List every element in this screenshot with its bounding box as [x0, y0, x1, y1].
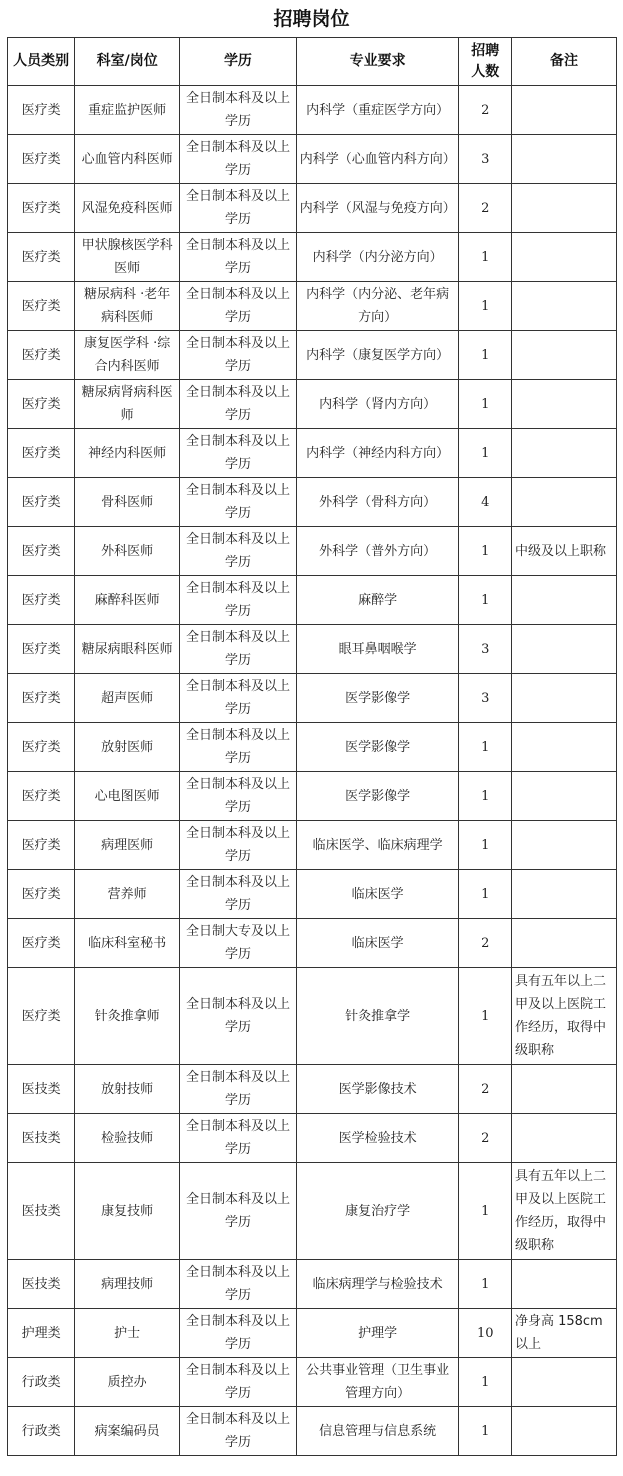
cell-education: 全日制本科及以上学历	[180, 1358, 297, 1407]
cell-count: 2	[459, 1114, 511, 1163]
cell-education: 全日制本科及以上学历	[180, 380, 297, 429]
cell-position: 放射技师	[75, 1065, 180, 1114]
table-row	[8, 478, 617, 527]
table-row	[8, 1065, 617, 1114]
cell-major: 临床医学	[296, 919, 459, 968]
cell-count: 2	[459, 919, 511, 968]
cell-category: 护理类	[8, 1309, 75, 1358]
cell-position: 骨科医师	[75, 478, 180, 527]
cell-note	[511, 233, 616, 282]
cell-note	[511, 86, 616, 135]
cell-count: 1	[459, 233, 511, 282]
table-row	[8, 135, 617, 184]
cell-category: 医技类	[8, 1260, 75, 1309]
cell-position: 营养师	[75, 870, 180, 919]
cell-note	[511, 723, 616, 772]
cell-education: 全日制本科及以上学历	[180, 870, 297, 919]
cell-major: 外科学（骨科方向）	[296, 478, 459, 527]
table-row	[8, 1163, 617, 1260]
cell-position: 麻醉科医师	[75, 576, 180, 625]
cell-position: 外科医师	[75, 527, 180, 576]
header-note: 备注	[511, 38, 616, 86]
cell-note	[511, 625, 616, 674]
cell-count: 1	[459, 282, 511, 331]
cell-category: 医疗类	[8, 968, 75, 1065]
table-row	[8, 380, 617, 429]
cell-note	[511, 184, 616, 233]
cell-education: 全日制本科及以上学历	[180, 723, 297, 772]
cell-category: 医疗类	[8, 674, 75, 723]
header-major: 专业要求	[296, 38, 459, 86]
cell-education: 全日制本科及以上学历	[180, 821, 297, 870]
cell-position: 康复技师	[75, 1163, 180, 1260]
cell-education: 全日制本科及以上学历	[180, 674, 297, 723]
table-row	[8, 331, 617, 380]
table-row	[8, 1114, 617, 1163]
table-row	[8, 723, 617, 772]
cell-education: 全日制大专及以上学历	[180, 919, 297, 968]
cell-major: 医学影像学	[296, 674, 459, 723]
cell-position: 临床科室秘书	[75, 919, 180, 968]
cell-major: 临床医学	[296, 870, 459, 919]
cell-category: 医疗类	[8, 576, 75, 625]
cell-education: 全日制本科及以上学历	[180, 1260, 297, 1309]
cell-category: 医疗类	[8, 184, 75, 233]
cell-category: 行政类	[8, 1358, 75, 1407]
cell-major: 内科学（心血管内科方向）	[296, 135, 459, 184]
cell-position: 心电图医师	[75, 772, 180, 821]
cell-count: 2	[459, 184, 511, 233]
cell-note: 具有五年以上二甲及以上医院工作经历，取得中级职称	[511, 968, 616, 1065]
cell-count: 1	[459, 1260, 511, 1309]
cell-education: 全日制本科及以上学历	[180, 135, 297, 184]
cell-major: 临床病理学与检验技术	[296, 1260, 459, 1309]
cell-position: 糖尿病眼科医师	[75, 625, 180, 674]
cell-major: 麻醉学	[296, 576, 459, 625]
cell-note: 中级及以上职称	[511, 527, 616, 576]
cell-position: 心血管内科医师	[75, 135, 180, 184]
cell-major: 内科学（内分泌方向）	[296, 233, 459, 282]
cell-note	[511, 576, 616, 625]
table-row	[8, 1309, 617, 1358]
cell-education: 全日制本科及以上学历	[180, 86, 297, 135]
cell-category: 医疗类	[8, 625, 75, 674]
header-position: 科室/岗位	[75, 38, 180, 86]
cell-major: 外科学（普外方向）	[296, 527, 459, 576]
cell-category: 医疗类	[8, 821, 75, 870]
cell-category: 医疗类	[8, 429, 75, 478]
cell-position: 病理医师	[75, 821, 180, 870]
cell-major: 眼耳鼻咽喉学	[296, 625, 459, 674]
cell-count: 1	[459, 1358, 511, 1407]
table-row	[8, 282, 617, 331]
cell-major: 内科学（神经内科方向）	[296, 429, 459, 478]
cell-count: 3	[459, 674, 511, 723]
cell-count: 2	[459, 1065, 511, 1114]
cell-note	[511, 870, 616, 919]
cell-category: 医技类	[8, 1065, 75, 1114]
cell-category: 医疗类	[8, 380, 75, 429]
header-category: 人员类别	[8, 38, 75, 86]
cell-major: 内科学（肾内方向）	[296, 380, 459, 429]
cell-major: 医学影像学	[296, 772, 459, 821]
cell-note: 净身高 158cm 以上	[511, 1309, 616, 1358]
cell-note	[511, 1260, 616, 1309]
cell-major: 公共事业管理（卫生事业管理方向）	[296, 1358, 459, 1407]
cell-position: 质控办	[75, 1358, 180, 1407]
cell-note	[511, 1065, 616, 1114]
cell-category: 医疗类	[8, 86, 75, 135]
page-title: 招聘岗位	[273, 8, 350, 30]
cell-major: 内科学（康复医学方向）	[296, 331, 459, 380]
cell-education: 全日制本科及以上学历	[180, 1407, 297, 1456]
cell-position: 甲状腺核医学科医师	[75, 233, 180, 282]
cell-major: 医学检验技术	[296, 1114, 459, 1163]
cell-education: 全日制本科及以上学历	[180, 625, 297, 674]
cell-note	[511, 429, 616, 478]
cell-education: 全日制本科及以上学历	[180, 772, 297, 821]
cell-note	[511, 1358, 616, 1407]
cell-count: 1	[459, 331, 511, 380]
cell-count: 2	[459, 86, 511, 135]
recruitment-table	[7, 37, 617, 1456]
cell-count: 1	[459, 429, 511, 478]
cell-position: 检验技师	[75, 1114, 180, 1163]
cell-category: 医疗类	[8, 919, 75, 968]
cell-note	[511, 331, 616, 380]
table-row	[8, 86, 617, 135]
cell-count: 4	[459, 478, 511, 527]
cell-education: 全日制本科及以上学历	[180, 478, 297, 527]
cell-category: 医疗类	[8, 527, 75, 576]
cell-education: 全日制本科及以上学历	[180, 184, 297, 233]
cell-count: 1	[459, 527, 511, 576]
table-row	[8, 1407, 617, 1456]
cell-position: 重症监护医师	[75, 86, 180, 135]
cell-category: 医疗类	[8, 772, 75, 821]
table-row	[8, 1358, 617, 1407]
cell-category: 医疗类	[8, 870, 75, 919]
cell-category: 医疗类	[8, 233, 75, 282]
header-education: 学历	[180, 38, 297, 86]
cell-education: 全日制本科及以上学历	[180, 233, 297, 282]
cell-count: 1	[459, 772, 511, 821]
cell-position: 神经内科医师	[75, 429, 180, 478]
cell-education: 全日制本科及以上学历	[180, 282, 297, 331]
table-header	[8, 38, 617, 86]
cell-category: 医疗类	[8, 331, 75, 380]
cell-count: 3	[459, 135, 511, 184]
cell-count: 10	[459, 1309, 511, 1358]
cell-education: 全日制本科及以上学历	[180, 429, 297, 478]
cell-note	[511, 821, 616, 870]
cell-major: 护理学	[296, 1309, 459, 1358]
cell-count: 1	[459, 576, 511, 625]
cell-education: 全日制本科及以上学历	[180, 331, 297, 380]
table-row	[8, 674, 617, 723]
cell-position: 超声医师	[75, 674, 180, 723]
cell-category: 医疗类	[8, 135, 75, 184]
cell-category: 医技类	[8, 1114, 75, 1163]
header-count: 招聘 人数	[459, 38, 511, 86]
table-row	[8, 1260, 617, 1309]
table-row	[8, 576, 617, 625]
cell-count: 1	[459, 1407, 511, 1456]
cell-note: 具有五年以上二甲及以上医院工作经历，取得中级职称	[511, 1163, 616, 1260]
cell-note	[511, 478, 616, 527]
cell-count: 1	[459, 968, 511, 1065]
cell-education: 全日制本科及以上学历	[180, 1309, 297, 1358]
table-row	[8, 625, 617, 674]
cell-major: 康复治疗学	[296, 1163, 459, 1260]
cell-category: 医疗类	[8, 282, 75, 331]
header-row	[8, 38, 617, 86]
table-row	[8, 919, 617, 968]
table-row	[8, 870, 617, 919]
cell-note	[511, 380, 616, 429]
cell-position: 糖尿病肾病科医师	[75, 380, 180, 429]
cell-position: 病理技师	[75, 1260, 180, 1309]
cell-major: 医学影像技术	[296, 1065, 459, 1114]
cell-education: 全日制本科及以上学历	[180, 968, 297, 1065]
cell-category: 医技类	[8, 1163, 75, 1260]
cell-position: 护士	[75, 1309, 180, 1358]
table-row	[8, 527, 617, 576]
cell-note	[511, 772, 616, 821]
cell-count: 1	[459, 870, 511, 919]
cell-count: 1	[459, 1163, 511, 1260]
table-row	[8, 821, 617, 870]
table-row	[8, 772, 617, 821]
cell-count: 1	[459, 380, 511, 429]
cell-position: 风湿免疫科医师	[75, 184, 180, 233]
cell-position: 放射医师	[75, 723, 180, 772]
cell-category: 医疗类	[8, 478, 75, 527]
cell-position: 糖尿病科 ·老年病科医师	[75, 282, 180, 331]
table-body	[8, 86, 617, 1456]
cell-major: 医学影像学	[296, 723, 459, 772]
cell-count: 1	[459, 723, 511, 772]
cell-category: 行政类	[8, 1407, 75, 1456]
cell-position: 病案编码员	[75, 1407, 180, 1456]
cell-major: 内科学（风湿与免疫方向）	[296, 184, 459, 233]
cell-note	[511, 1407, 616, 1456]
table-row	[8, 968, 617, 1065]
cell-education: 全日制本科及以上学历	[180, 576, 297, 625]
cell-count: 1	[459, 821, 511, 870]
cell-education: 全日制本科及以上学历	[180, 1065, 297, 1114]
cell-major: 内科学（内分泌、老年病方向）	[296, 282, 459, 331]
cell-major: 针灸推拿学	[296, 968, 459, 1065]
table-row	[8, 184, 617, 233]
cell-major: 信息管理与信息系统	[296, 1407, 459, 1456]
cell-position: 针灸推拿师	[75, 968, 180, 1065]
cell-education: 全日制本科及以上学历	[180, 527, 297, 576]
cell-count: 3	[459, 625, 511, 674]
cell-major: 内科学（重症医学方向）	[296, 86, 459, 135]
cell-note	[511, 919, 616, 968]
cell-note	[511, 1114, 616, 1163]
cell-category: 医疗类	[8, 723, 75, 772]
cell-major: 临床医学、临床病理学	[296, 821, 459, 870]
cell-education: 全日制本科及以上学历	[180, 1163, 297, 1260]
cell-note	[511, 282, 616, 331]
cell-note	[511, 135, 616, 184]
cell-position: 康复医学科 ·综合内科医师	[75, 331, 180, 380]
cell-note	[511, 674, 616, 723]
table-row	[8, 233, 617, 282]
cell-education: 全日制本科及以上学历	[180, 1114, 297, 1163]
table-row	[8, 429, 617, 478]
